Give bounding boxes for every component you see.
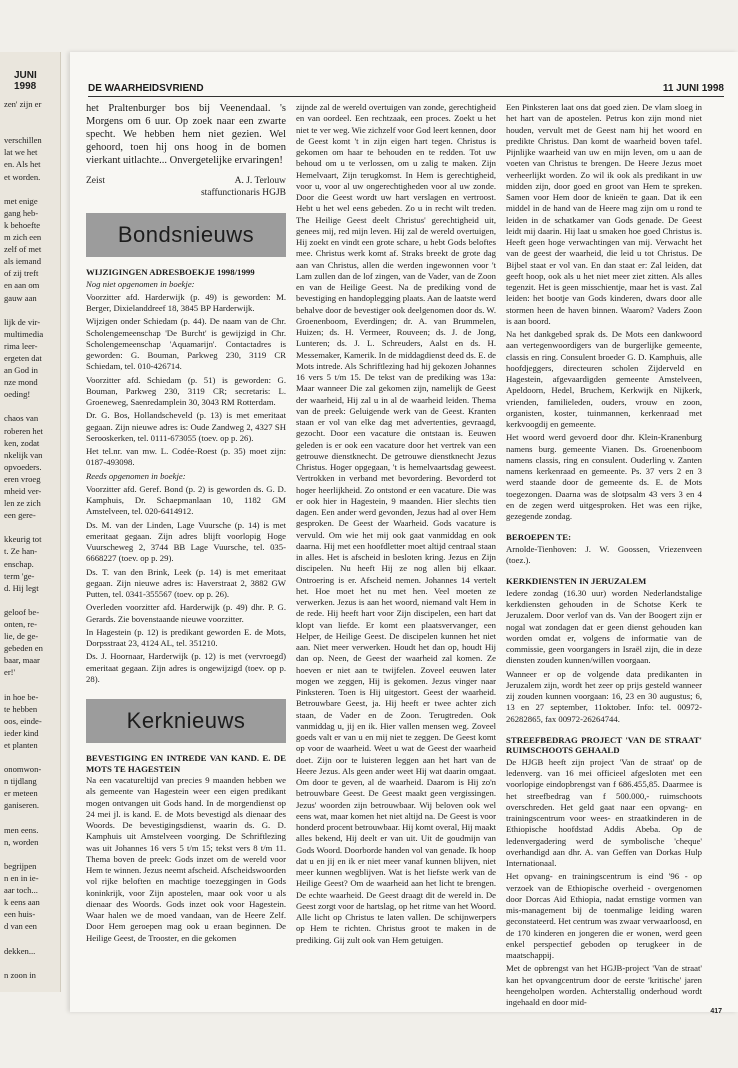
notice-paragraph: In Hagestein (p. 12) is predikant geworden E. de Mots, Dorpsstraat 23, 4124 AL, tel. 351210. xyxy=(86,626,286,648)
article-ending: het Praltenburger bos bij Veenendaal. 's Morgens om 6 uur. Op zoek naar een zwarte specht. We hebben hem niet gezien. Wel gehoord, toen hij ons hoog in de bomen vierkant uitlachte... Onvergetelijke ervaringen! xyxy=(86,103,286,166)
notice-paragraph: Ds. J. Hoornaar, Harderwijk (p. 12) is met (vervroegd) emeritaat gegaan. Zijn adres is ongewijzigd (toev. op p. 28). xyxy=(86,651,286,684)
previous-page-line: een gere- xyxy=(4,510,36,521)
subheading-included: Reeds opgenomen in boekje: xyxy=(86,470,186,481)
heading-streefbedrag: STREEFBEDRAG PROJECT 'VAN DE STRAAT' RUIMSCHOOTS GEHAALD xyxy=(506,734,702,756)
page-number: 417 xyxy=(710,1008,722,1015)
previous-page-line xyxy=(4,183,60,195)
previous-page-line: k behoefte xyxy=(4,219,41,230)
signature-role: staffunctionaris HGJB xyxy=(200,188,286,198)
previous-page-line: geloof be- xyxy=(4,606,40,617)
previous-page-line: lie, de ge- xyxy=(4,631,39,642)
previous-page-line: n, worden xyxy=(4,836,39,847)
previous-page-line xyxy=(4,957,60,969)
signature-block xyxy=(86,175,286,199)
previous-page-line: len ze zich xyxy=(4,498,41,509)
previous-page-line xyxy=(4,848,60,860)
previous-page-line: k eens aan xyxy=(4,897,40,908)
previous-page-line: roberen het xyxy=(4,425,43,436)
previous-page-line: d. Hij legt xyxy=(4,582,39,593)
previous-page-line: oeding! xyxy=(4,389,31,400)
previous-page-line: en. Als het xyxy=(4,159,41,170)
article-paragraph: De HJGB heeft zijn project 'Van de straat' op de ledenverg. van 16 mei officieel afgesloten met een voorlopige eindopbrengst van f 686.455,85. Daarmee is het streefbedrag van f 500.000,- ruimschoots overschreden. Het geld gaat naar een opvang- en trainingscentrum voor wees- en straatkinderen in de Ethiopische hoofdstad Addis Abeba. Op de ledenvergadering werd de symbolische 'cheque' overhandigd aan dhr. A. van Geffen van Dorkas Hulp Internationaal. xyxy=(506,756,702,868)
previous-page-line: verschillen xyxy=(4,135,42,146)
issue-date: 11 JUNI 1998 xyxy=(662,83,724,94)
previous-page-line: nze mond xyxy=(4,377,38,388)
previous-page-edge xyxy=(0,52,61,992)
previous-page-line: onten, re- xyxy=(4,619,37,630)
heading-bevestiging: BEVESTIGING EN INTREDE VAN KAND. E. DE MOTS TE HAGESTEIN xyxy=(86,753,286,774)
notice-paragraph: Voorzitter afd. Schiedam (p. 51) is geworden: G. Bouman, Parkweg 230, 3119 CR; secretaris: L. Groeneweg, Saenredamplein 30, 3043 RM Rotterdam. xyxy=(86,374,286,407)
previous-page-line xyxy=(4,932,60,944)
previous-page-line: kkeurig tot xyxy=(4,534,42,545)
column-1 xyxy=(86,102,286,1002)
subheading-not-included: Nog niet opgenomen in boekje: xyxy=(86,278,195,289)
previous-page-line: gebeden en xyxy=(4,643,43,654)
previous-page-line: term 'ge- xyxy=(4,570,35,581)
notice-paragraph: Dr. G. Bos, Hollandscheveld (p. 13) is met emeritaat gegaan. Zijn nieuwe adres is: Oude Zandweg 2, 4327 SH Serooskerken, tel. 0111-673055 (toev. op p. 26). xyxy=(86,410,286,443)
previous-page-line: d van een xyxy=(4,921,37,932)
previous-page-line: mheid ver- xyxy=(4,486,42,496)
previous-page-line xyxy=(4,110,60,122)
previous-page-line: gauw aan xyxy=(4,292,37,303)
previous-page-line: baar, maar xyxy=(4,655,40,666)
section-banner-bondsnieuws: Bondsnieuws xyxy=(86,213,286,257)
previous-page-line: onomwon- xyxy=(4,764,42,775)
previous-page-line: of zij treft xyxy=(4,268,39,279)
previous-page-line: nkelijk van xyxy=(4,449,43,460)
previous-page-line: n en in ie- xyxy=(4,873,39,883)
notice-paragraph: Overleden voorzitter afd. Harderwijk (p. 49) dhr. P. G. Gerards. Zie bovenstaande nieuwe voorzitter. xyxy=(86,602,286,624)
column-3 xyxy=(506,102,702,1007)
previous-page-line: m zich een xyxy=(4,232,42,243)
previous-page-line: ganiseren. xyxy=(4,800,40,811)
heading-kerkdiensten: KERKDIENSTEN IN JERUZALEM xyxy=(506,576,647,587)
heading-adresboekje: WIJZIGINGEN ADRESBOEKJE 1998/1999 xyxy=(86,267,255,277)
previous-page-line: t. Ze han- xyxy=(4,546,38,557)
previous-page-line: enschap. xyxy=(4,558,34,569)
previous-page-line: aar toch... xyxy=(4,885,38,896)
previous-page-line: en aan om xyxy=(4,280,40,291)
previous-page-line xyxy=(4,812,60,824)
previous-page-line: lijk de vir- xyxy=(4,316,41,327)
previous-page-line: oos, einde- xyxy=(4,715,42,726)
previous-page-line: te hebben xyxy=(4,703,38,714)
article-paragraph: Het woord werd gevoerd door dhr. Klein-Kranenburg namens burg. gemeente Vianen. Ds. Groenenboom namens classis, ring en consulent. Ouderling v. Zanten namens kerkenraad en gemeente. Ps. 37 vers 2 en 3 werd staande door de gemeente ds. E. de Mots toegezongen. Daarna was de slotpsalm 43 vers 3 en 4 en de zegen werd uitgesproken. Het was een rijke, gezegende zondag. xyxy=(506,432,702,521)
signature-place: Zeist xyxy=(86,176,105,186)
signature-name: A. J. Terlouw xyxy=(234,176,286,186)
previous-page-line xyxy=(4,679,60,691)
running-header xyxy=(88,80,724,97)
previous-page-line: met enige xyxy=(4,195,38,206)
heading-beroepen: BEROEPEN TE: xyxy=(506,532,572,543)
article-paragraph: Het opvang- en trainingscentrum is eind '96 - op verzoek van de Ethiopische overheid - overgenomen door Dorcas Aid Ethiopia, nadat ernstige vormen van mis-management bij de toenmalige leiding waren geconstateerd. Het centrum was zwaar verwaarloosd, en de 170 kinderen en jongeren die er wonen, werd geen enkel perspectief geboden op terugkeer in de maatschappij. xyxy=(506,871,702,960)
previous-page-line: ken, zodat xyxy=(4,437,40,448)
previous-page-line: zelf of met xyxy=(4,244,42,255)
previous-page-header: JUNI 1998 xyxy=(14,70,37,92)
previous-page-line: et worden. xyxy=(4,171,41,182)
previous-page-line: een huis- xyxy=(4,909,36,920)
previous-page-line xyxy=(4,122,60,134)
previous-page-line xyxy=(4,521,60,533)
previous-page-line xyxy=(4,304,60,316)
previous-page-line: er!' xyxy=(4,667,16,678)
newspaper-page xyxy=(70,52,738,1015)
notice-paragraph: Wijzigen onder Schiedam (p. 44). De naam van de Chr. Scholengemeenschap 'De Burcht' is gewijzigd in Chr. Scholengemeenschap 'Aquamarijn'. Contactadres is geworden: G. Bouman, Parkweg 230, 3119 CR Schiedam, tel. 010-426714. xyxy=(86,316,286,372)
notice-paragraph: Het tel.nr. van mw. L. Codée-Roest (p. 35) moet zijn: 0187-493098. xyxy=(86,446,286,468)
previous-page-line: ergeten dat xyxy=(4,352,42,363)
previous-page-line xyxy=(4,751,60,763)
previous-page-line: chaos van xyxy=(4,413,39,424)
article-paragraph: Een Pinksteren laat ons dat goed zien. De vlam sloeg in het hart van de apostelen. Petrus kon zijn mond niet houden, vervult met de Geest nam hij het woord en predikte Christus. Dan komt de waarheid boven tafel. Pijnlijke waarheid van uw en mijn leven, om u aan de voeten van Christus te brengen. De Heere Jezus moet verheerlijkt worden. Zo wil ik ook als predikant in uw midden zijn, door goed en groot van Hem te spreken. Samen voor Hem door de knieën te gaan. Dat ik een middel in de hand van de Heere mag zijn om u rond te leiden in de schatkamer van Gods genade. De Geest leidt mij daarin. Hij laat u smaken hoe goed Christus is. Heeft geen hoge verwachtingen van mij. Verwacht het van de geest der waarheid, die leid u tot Christus. De Bijbel staat er vol van. En dan staat er: Zal leiden, dat geeft hoop, ook als u het niet meer ziet zitten. Als alles tegenzit. Het is geen misschientje, maar het is vast. Zal leiden: het bootje van Gods kinderen, dwars door alle stormen heen de haven binnen. Waarom? Vaders Zoon is aan boord. xyxy=(506,102,702,326)
previous-page-line: et planten xyxy=(4,739,38,750)
previous-page-line: an God in xyxy=(4,365,38,376)
previous-page-line: n zoon in xyxy=(4,969,36,980)
previous-page-line: als iemand xyxy=(4,256,41,267)
previous-page-line: zen' zijn er xyxy=(4,99,42,109)
article-paragraph: Met de opbrengst van het HGJB-project 'Van de straat' kan het opvangcentrum door de eerste 'kritische' jaren heengeholpen worden. Achterstallig onderhoud wordt ingehaald en door mid- xyxy=(506,963,702,1007)
section-banner-kerknieuws: Kerknieuws xyxy=(86,699,286,743)
previous-page-line: dekken... xyxy=(4,945,36,956)
article-paragraph: Iedere zondag (16.30 uur) worden Nederlandstalige kerkdiensten gehouden in de Schotse Kerk te Jeruzalem. Door verlof van ds. Van der Boogert zijn er nogal wat zondagen dat er geen dienst gehouden kan worden omdat er, volgens de informatie van de commissie, geen voorgangers in Israël zijn, die in deze diensten zouden kunnen/willen voorgaan. xyxy=(506,587,702,666)
notice-paragraph: Ds. T. van den Brink, Leek (p. 14) is met emeritaat gegaan. Zijn nieuwe adres is: Haverstraat 2, 3882 GW Putten, tel. 0341-355567 (toev. op p. 26). xyxy=(86,566,286,599)
previous-page-line: men eens. xyxy=(4,824,39,835)
previous-page-text xyxy=(0,92,60,981)
previous-page-line: gang heb- xyxy=(4,207,39,218)
previous-page-line: in hoe be- xyxy=(4,691,39,702)
notice-paragraph: Voorzitter afd. Harderwijk (p. 49) is geworden: M. Berger, Dixielanddreef 18, 3845 BP Harderwijk. xyxy=(86,291,286,313)
previous-page-line: er meteen xyxy=(4,788,38,799)
notice-paragraph: Voorzitter afd. Geref. Bond (p. 2) is geworden ds. G. D. Kamphuis, Dr. Schaepmanlaan 10, 1182 GM Amstelveen, tel. 020-6414912. xyxy=(86,483,286,517)
article-paragraph: Na het dankgebed sprak ds. De Mots een dankwoord aan vertegenwoordigers van de burgerlijke gemeente, classis en ring. Consulent broeder G. D. Kamphuis, alle hoofdjeggers, directeuren scholen Zijderveld en Hagestein, afgevaardigden gemeente Amstelveen, Apeldoorn, Hedel, Bruchem, Kerkwijk en Nijkerk, vrienden, familieleden, ouders, vrouw en zoon, organisten, koster, tuinmannen, kerkenraad met kerkvoogdij en gemeente. xyxy=(506,329,702,429)
previous-page-line: rima leer- xyxy=(4,340,38,351)
notice-paragraph: Ds. M. van der Linden, Lage Vuursche (p. 14) is met emeritaat gegaan. Zijn adres blijft voorlopig Hoge Vuurscheweg 2, 3744 BB Lage Vuursche, tel. 035-6668227 (toev. op p. 29). xyxy=(86,519,286,564)
previous-page-line xyxy=(4,594,60,606)
previous-page-line xyxy=(4,400,60,412)
previous-page-line: multimedia xyxy=(4,328,44,339)
previous-page-line: lat we het xyxy=(4,147,38,158)
previous-page-line: eren vroeg xyxy=(4,473,41,484)
notice-paragraph: Arnolde-Tienhoven: J. W. Goossen, Vriezenveen (toez.). xyxy=(506,543,702,565)
previous-page-line: begrijpen xyxy=(4,860,37,871)
column-2 xyxy=(296,102,496,1007)
previous-page-line: n tijdlang xyxy=(4,776,37,787)
previous-page-line: ieder kind xyxy=(4,727,39,738)
article-paragraph: Wanneer er op de volgende data predikanten in Jeruzalem zijn, wordt het zeer op prijs gesteld wanneer zij zouden kunnen voorgaan: 16, 23 en 30 augustus; 6, 13 en 27 september, 11oktober. Info: tel. 00972-26282865, fax 00972-26264744. xyxy=(506,668,702,724)
article-paragraph: Na een vacatureltijd van precies 9 maanden hebben we als gemeente van Hagestein weer een eigen predikant mogen ontvangen uit Gods hand. In de morgendienst op 24 mei jl. is kand. E. de Mots bevestigd als dienaar des Woords. De bevestigingsdienst, waarin ds. G. D. Kamphuis uit Amstelveen voorging. De Schriftlezing was uit Johannes 16 vers 5 t/m 15; tekst vers 8 t/m 11. Thema boven de preek: Gods inzet om de wereld voor Hem te winnen. Jezus neemt afscheid. Afscheidswoorden vol rijke beloften en machtige toezeggingen in Gods koninkrijk, voor Zijn apostelen, maar ook voor u als dienaar des Woords. Gods inzet ook voor Hagestein. Waar halen we de moed vandaan, van de Heere Zelf. Door Hem geroepen mag ook u eraan beginnen. De Heilige Geest, de Trooster, en die gekomen xyxy=(86,775,286,943)
publication-title: DE WAARHEIDSVRIEND xyxy=(88,83,204,94)
previous-page-line: opvoeders. xyxy=(4,461,42,472)
article-continuation: zijnde zal de wereld overtuigen van zonde, gerechtigheid en van oordeel. Een rechtzaak, een proces. Zoekt u het niet te ver weg. Wie zichzelf voor God leert kennen, door de Geest komt 't in zijn eigen hart tegen. Christus is gekomen om haar te behouden en te redden. Tot uw behoud om u te verlossen, om u zalig te maken. Zijn Hemelvaart, Zijn terugkomst. In Hem is gerechtigheid, voor u, voor al uw ongerechtigheden voor al uw zonde. Door die Geest wordt uw hart verslagen en vertroost. Hebt u het wel eens gebeden. Zo u in recht wilt treden. The Heilige Geest deelt Christus' gerechtigheid uit, genees mij, red mijn leven. Hij zal de wereld overtuigen, Hij zoekt en vindt een grote schare, u hebt Gods beloftes mee. Christus werk komt af. Straks breekt de grote dag aan van Christus, allen die werden ingewonnen voor 't Lam zullen dan de lof zingen, van de Vader, van de Zoon en van de Heilige Geest. Na de prediking vond de bevestiging en handoplegging plaats. Aan de laatste werd behalve door de bevestiger ook deelgenomen door ds. W. Groenenboom, Everdingen; dr. A. van Brummelen, Huizen; ds. H. Vermeer, Rouveen; ds. J. de Jong, Lunteren; ds. J. L. Schreuders, Aalst en ds. H. Messemaker, Kamerik. In de middagdienst deed ds. E. de Mots intrede. Als Schriftlezing had hij gekozen Johannes 16 vers 5 t/m 15. De tekst van de prediking was 13a: Maar wanneer Die zal gekomen zijn, namelijk de Geest der waarheid, Hij zal u in al de waarheid leiden. Thema van de preek: Geluigende werk van de Geest. Kranten staan er vol van elke dag met advertenties, gevraagd, gezocht. Door een vacature die ontstaan is. Eeuwen geleden is er ook een vacature door het vertrek van een getrouwe dienstknecht. De getrouwe dienstknecht Jezus Christus. Hoger opgegaan, 't is hemelvaartsdag geweest. Vertrokken in verband met bevordering. Bevorderd tot hoger heerlijkheid. Zo ontstond er een vacature. Die was er ook hier in Hagestein, 9 maanden. Hier slechts tien dagen. Een ander werd gevonden, Jezus had al over Hem gesproken. De Geest der Waarheid. Gods vacature is vervuld. Om wie het mij ook gaat vanmiddag en ook daarna. Hij met een hoofdletter moet altijd centraal staan in alles. Het is afscheid in besloten kring. Jezus en Zijn discipelen. Nu heeft Hij ze nog allen bij elkaar. Ontroering is er. Afscheid nemen. Johannes 14 vertelt het. Hoe moet het nu met hen. Veel moeten ze verwerken. Jezus is aan het woord, niemand valt Hem in de rede. Hij heeft hart voor Zijn discipelen, een hart dat klopt van liefde. Er komt een plaatsvervanger, een Helper, de Heilige Geest. De discipelen kunnen het niet aan. Niet meer verwerken. Houdt het dan op, houdt Hij dan op. Neen, de Geest der waarheid zal komen. Ze hoeven er niet aan te twijfelen. Zoveel eeuwen later mogen we zeggen, Hij is gekomen. Jezus vinger naar Pinksteren. Toen is Hij uitgestort. Geest der waarheid. Betrouwbare Geest, ja. Hij heeft er twee achter zich staan, de Vader en de Zoon. Terugtreden. Ook vanmiddag u, jij en ik. Hier vallen mensen weg. Zoveel goeds valt er van u en mij niet te zeggen. De Geest komt op voor de waarheid. Weet u wat de Geest der waarheid doet. Zijn oor te luisteren leggen aan het hart van de Heere Jezus. Als geen ander weet Hij wat daarin omgaat. Om door te geven, al de waarheid. Daarom is Hij zo'n betrouwbare Geest. De Geest maakt geen vergissingen. Jezus' woorden zijn betrouwbaar. Wij beloven ook wel eens wat, maar komen het niet altijd na. De Geest is voor honderd procent betrouwbaar. Hij komt overal, Hij maakt alles bekend, Hij deelt er van uit. Uit de goudmijn van Gods Woord. Doorborde handen vol van genade. Ik hoop dat u en jij en ik er niet meer vanaf kunnen blijven, niet meer kunnen wegblijven. Wat is het liefste werk van de Heilige Geest? Om de waarheid aan het licht te brengen. De echte waarheid. De Geest draagt dit de wereld in. De Geest zorgt voor de hartslag, op het ritme van het Woord. Alle licht op Christus te laten vallen. De schijnwerpers op Hem te richten. Christus groot te maken in de prediking. Gij zult ook van Hem getuigen. xyxy=(296,102,496,945)
